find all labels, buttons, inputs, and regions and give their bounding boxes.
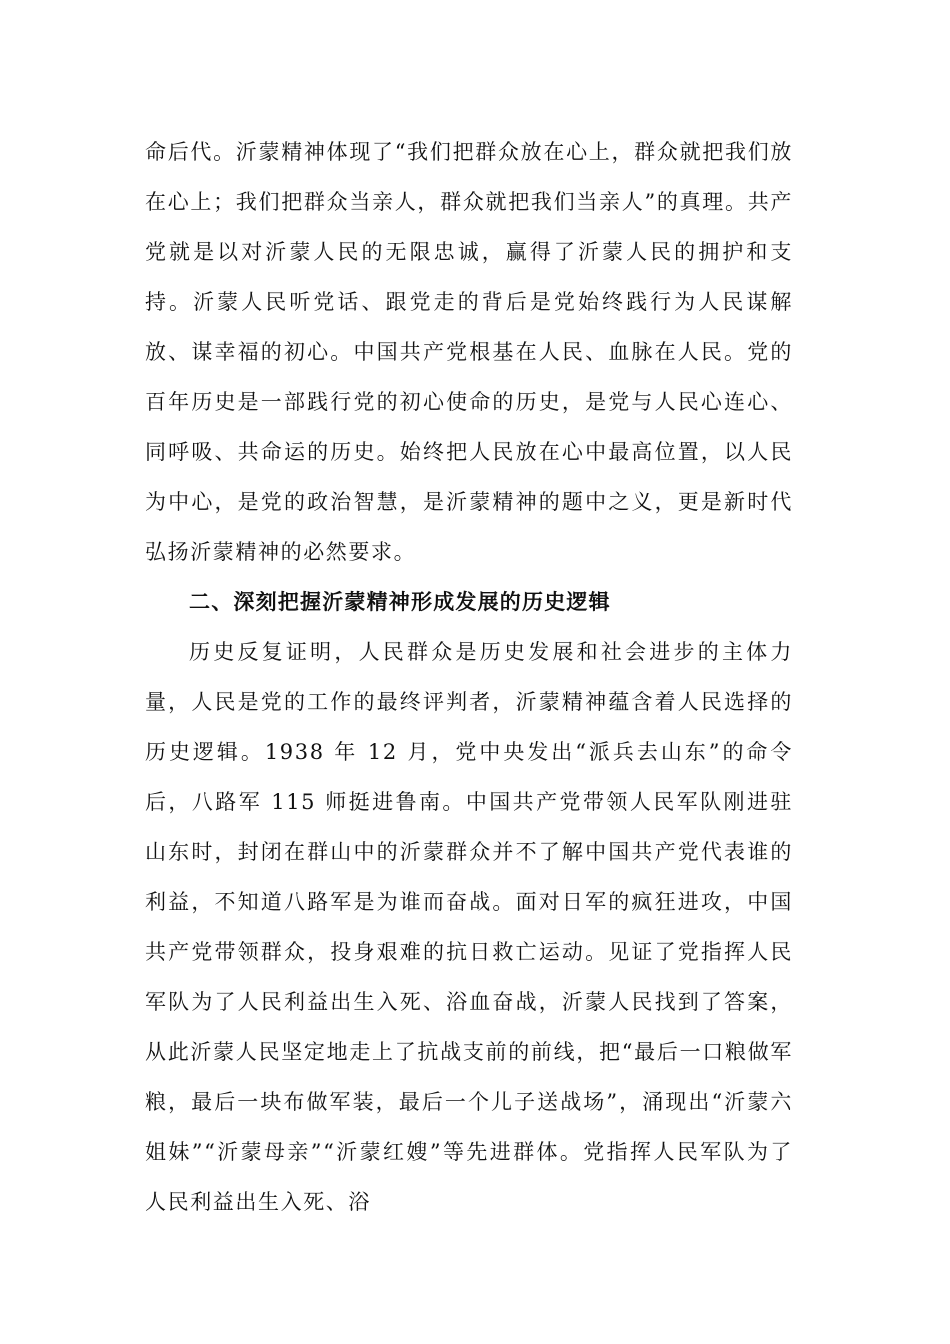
- paragraph-body: 历史反复证明，人民群众是历史发展和社会进步的主体力量，人民是党的工作的最终评判者，沂蒙精神蕴含着人民选择的历史逻辑。1938 年 12 月，党中央发出“派兵去山东”的命令后，八路军 115 师挺进鲁南。中国共产党带领人民军队刚进驻山东时，封闭在群山中的沂蒙群众并不了解中国共产党代表谁的利益，不知道八路军是为谁而奋战。面对日军的疯狂进攻，中国共产党带领群众，投身艰难的抗日救亡运动。见证了党指挥人民军队为了人民利益出生入死、浴血奋战，沂蒙人民找到了答案，从此沂蒙人民坚定地走上了抗战支前的前线，把“最后一口粮做军粮，最后一块布做军装，最后一个儿子送战场”，涌现出“沂蒙六姐妹”“沂蒙母亲”“沂蒙红嫂”等先进群体。党指挥人民军队为了人民利益出生入死、浴: [145, 640, 793, 1214]
- section-heading: 二、深刻把握沂蒙精神形成发展的历史逻辑: [189, 590, 611, 614]
- paragraph-continuation: 命后代。沂蒙精神体现了“我们把群众放在心上，群众就把我们放在心上；我们把群众当亲人，群众就把我们当亲人”的真理。共产党就是以对沂蒙人民的无限忠诚，赢得了沂蒙人民的拥护和支持。沂蒙人民听党话、跟党走的背后是党始终践行为人民谋解放、谋幸福的初心。中国共产党根基在人民、血脉在人民。党的百年历史是一部践行党的初心使命的历史，是党与人民心连心、同呼吸、共命运的历史。始终把人民放在心中最高位置，以人民为中心，是党的政治智慧，是沂蒙精神的题中之义，更是新时代弘扬沂蒙精神的必然要求。: [145, 140, 793, 564]
- document-body: [145, 127, 793, 1227]
